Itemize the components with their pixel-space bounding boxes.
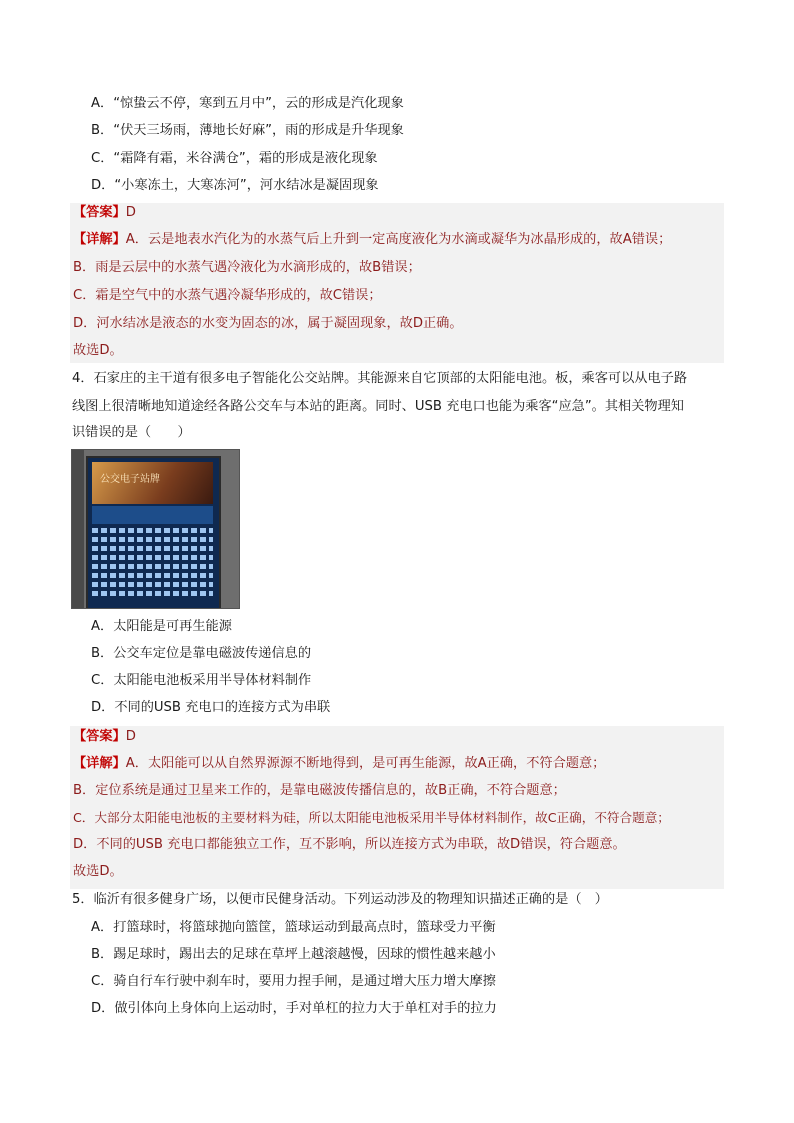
q3-answer-line [73, 204, 136, 222]
q3-option-a: A．“惊蛰云不停，寒到五月中”，云的形成是汽化现象 [91, 96, 404, 111]
q3-option-b: B．“伏天三场雨，薄地长好麻”，雨的形成是升华现象 [91, 123, 404, 138]
sign-screen [86, 456, 221, 609]
sign-route-rows [92, 528, 213, 604]
sign-banner-text: 公交电子站牌 [100, 474, 160, 485]
q4-answer-line [73, 728, 136, 746]
q4-option-d: D．不同的USB 充电口的连接方式为串联 [91, 700, 331, 715]
q4-stem-line: 线图上很清晰地知道途经各路公交车与本站的距离。同时、USB 充电口也能为乘客“应急”。其相关物理知 [72, 399, 684, 414]
q4-option-c: C．太阳能电池板采用半导体材料制作 [91, 673, 312, 688]
q4-option-a: A．太阳能是可再生能源 [91, 619, 232, 634]
q4-stem-line: 4．石家庄的主干道有很多电子智能化公交站牌。其能源来自它顶部的太阳能电池。板，乘客可以从电子路 [72, 371, 688, 386]
answer-tag: 【答案】 [73, 205, 126, 220]
answer-value: D [125, 205, 136, 220]
q3-explain-line: C．霜是空气中的水蒸气遇冷凝华形成的，故C错误； [73, 288, 382, 303]
explain-tag: 【详解】 [73, 232, 126, 247]
sign-info-bar [92, 506, 213, 524]
q3-explain-line: D．河水结冰是液态的水变为固态的冰，属于凝固现象，故D正确。 [73, 316, 463, 331]
explain-text: A．云是地表水汽化为的水蒸气后上升到一定高度液化为水滴或凝华为冰晶形成的，故A错误； [125, 232, 672, 247]
q4-explain-line: C．大部分太阳能电池板的主要材料为硅，所以太阳能电池板采用半导体材料制作，故C正确，不符合题意； [73, 810, 670, 825]
explain-text: A．太阳能可以从自然界源源不断地得到，是可再生能源，故A正确，不符合题意； [125, 756, 606, 771]
bus-stop-sign-photo [71, 449, 240, 609]
q3-explain-line: 故选D。 [73, 343, 123, 358]
q4-explain-line: D．不同的USB 充电口都能独立工作，互不影响，所以连接方式为串联，故D错误，符合题意。 [73, 837, 626, 852]
q5-option-b: B．踢足球时，踢出去的足球在草坪上越滚越慢，因球的惯性越来越小 [91, 947, 496, 962]
q3-option-c: C．“霜降有霜，米谷满仓”，霜的形成是液化现象 [91, 151, 378, 166]
q4-explain-line: B．定位系统是通过卫星来工作的，是靠电磁波传播信息的，故B正确，不符合题意； [73, 783, 566, 798]
answer-tag: 【答案】 [73, 729, 126, 744]
q4-option-b: B．公交车定位是靠电磁波传递信息的 [91, 646, 312, 661]
q4-stem-line: 识错误的是（ ） [72, 425, 191, 440]
photo-frame-edge [72, 450, 84, 609]
q5-option-a: A．打篮球时，将篮球抛向篮筐，篮球运动到最高点时，篮球受力平衡 [91, 920, 496, 935]
q4-explain-first [73, 755, 605, 773]
q4-explain-line: 故选D。 [73, 864, 123, 879]
q5-option-c: C．骑自行车行驶中刹车时，要用力捏手闸，是通过增大压力增大摩擦 [91, 974, 496, 989]
answer-value: D [125, 729, 136, 744]
q3-explain-line: B．雨是云层中的水蒸气遇冷液化为水滴形成的，故B错误； [73, 260, 421, 275]
explain-tag: 【详解】 [73, 756, 126, 771]
sign-banner [92, 462, 213, 504]
q3-explain-first [73, 231, 671, 249]
q5-option-d: D．做引体向上身体向上运动时，手对单杠的拉力大于单杠对手的拉力 [91, 1001, 497, 1016]
q3-option-d: D．“小寒冻土，大寒冻河”，河水结冰是凝固现象 [91, 178, 379, 193]
q5-stem: 5．临沂有很多健身广场，以便市民健身活动。下列运动涉及的物理知识描述正确的是（ ） [72, 892, 608, 907]
q4-answer-block [70, 726, 724, 889]
q3-answer-block [70, 203, 724, 363]
